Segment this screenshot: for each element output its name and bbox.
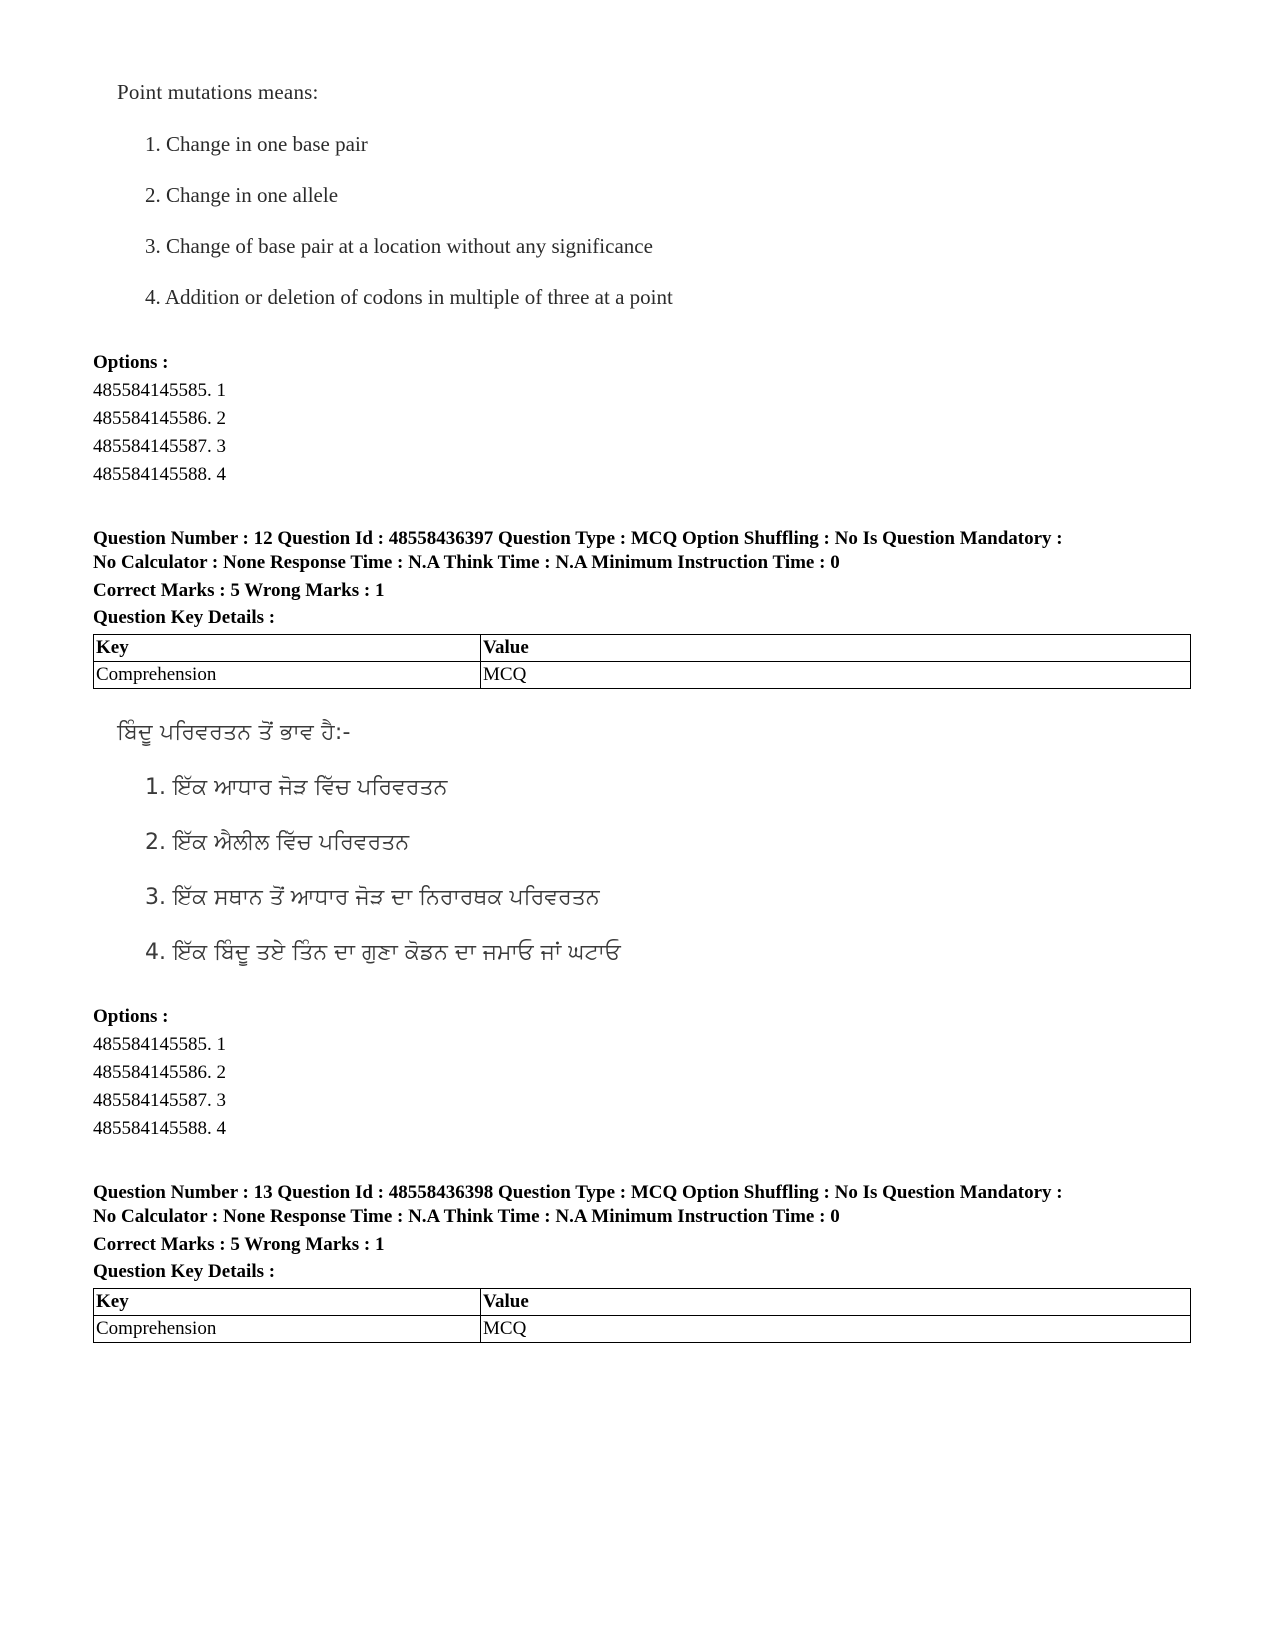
table-row	[94, 1316, 1191, 1343]
question-13-header-line-2: No Calculator : None Response Time : N.A Think Time : N.A Minimum Instruction Time : 0	[93, 1206, 840, 1227]
option-item: 485584145585. 1	[93, 380, 226, 401]
question-12-header-line-2: No Calculator : None Response Time : N.A Think Time : N.A Minimum Instruction Time : 0	[93, 552, 840, 573]
question-13-key-details-label: Question Key Details :	[93, 1261, 276, 1282]
question-11-image-option-2: 2. Change in one allele	[145, 183, 339, 207]
options-label: Options :	[93, 1006, 169, 1027]
option-item: 485584145587. 3	[93, 1090, 226, 1111]
question-12-image	[117, 720, 657, 970]
question-12-image-option-3: 3. ਇੱਕ ਸਥਾਨ ਤੋਂ ਆਧਾਰ ਜੋੜ ਦਾ ਨਿਰਾਰਥਕ ਪਰਿਵਰਤਨ	[145, 885, 600, 910]
question-13-key-table	[93, 1288, 1191, 1343]
table-header-key: Key	[94, 635, 481, 662]
option-item: 485584145586. 2	[93, 408, 226, 429]
question-11-image	[117, 80, 757, 325]
option-item: 485584145586. 2	[93, 1062, 226, 1083]
question-11-image-option-4: 4. Addition or deletion of codons in multiple of three at a point	[145, 285, 673, 309]
option-item: 485584145585. 1	[93, 1034, 226, 1055]
question-12-key-details-label: Question Key Details :	[93, 607, 276, 628]
question-12-key-table	[93, 634, 1191, 689]
question-12-image-option-4: 4. ਇੱਕ ਬਿੰਦੂ ਤਏ ਤਿੰਨ ਦਾ ਗੁਣਾ ਕੋਡਨ ਦਾ ਜਮਾਓ ਜਾਂ ਘਟਾਓ	[145, 940, 621, 965]
question-13-marks: Correct Marks : 5 Wrong Marks : 1	[93, 1234, 385, 1255]
question-12-marks: Correct Marks : 5 Wrong Marks : 1	[93, 580, 385, 601]
question-12-options	[93, 1003, 226, 1143]
question-12-header-line-1: Question Number : 12 Question Id : 48558436397 Question Type : MCQ Option Shuffling : No Is Question Mandatory :	[93, 528, 1063, 549]
options-label: Options :	[93, 352, 169, 373]
question-12-image-option-2: 2. ਇੱਕ ਐਲੀਲ ਵਿੱਚ ਪਰਿਵਰਤਨ	[145, 830, 410, 855]
table-header-value: Value	[481, 635, 1191, 662]
question-11-image-option-1: 1. Change in one base pair	[145, 132, 368, 156]
table-header-row	[94, 635, 1191, 662]
option-item: 485584145588. 4	[93, 1118, 226, 1139]
question-11-image-option-3: 3. Change of base pair at a location without any significance	[145, 234, 653, 258]
table-header-row	[94, 1289, 1191, 1316]
table-cell-value: MCQ	[481, 662, 1191, 689]
option-item: 485584145587. 3	[93, 436, 226, 457]
option-item: 485584145588. 4	[93, 464, 226, 485]
question-12-image-option-1: 1. ਇੱਕ ਆਧਾਰ ਜੋੜ ਵਿੱਚ ਪਰਿਵਰਤਨ	[145, 775, 448, 800]
question-11-options	[93, 349, 226, 489]
table-cell-value: MCQ	[481, 1316, 1191, 1343]
table-cell-key: Comprehension	[94, 1316, 481, 1343]
table-cell-key: Comprehension	[94, 662, 481, 689]
question-13-header-line-1: Question Number : 13 Question Id : 48558436398 Question Type : MCQ Option Shuffling : No Is Question Mandatory :	[93, 1182, 1063, 1203]
question-12-stem: ਬਿੰਦੂ ਪਰਿਵਰਤਨ ਤੋਂ ਭਾਵ ਹੈ:-	[117, 720, 351, 745]
table-header-key: Key	[94, 1289, 481, 1316]
question-11-stem: Point mutations means:	[117, 80, 319, 104]
table-header-value: Value	[481, 1289, 1191, 1316]
table-row	[94, 662, 1191, 689]
